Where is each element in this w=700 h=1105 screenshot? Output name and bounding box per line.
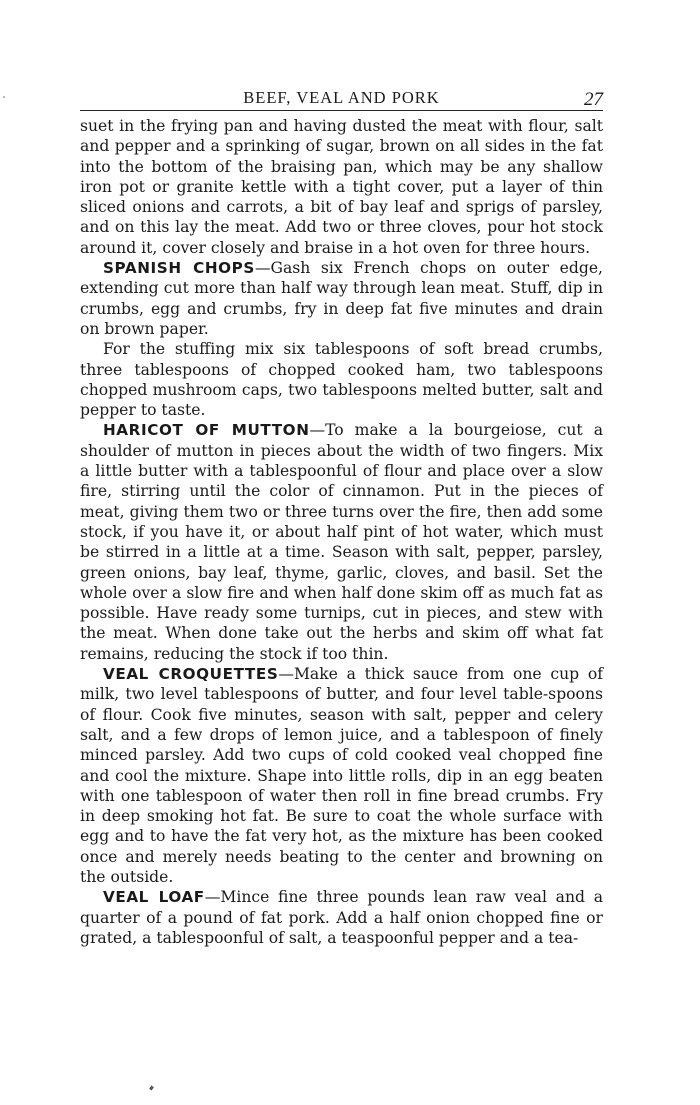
page-number: 27: [584, 89, 603, 110]
margin-mark: [3, 96, 5, 98]
paragraph-haricot-of-mutton: [80, 420, 603, 664]
paragraph-text: —To make a la bourgeiose, cut a shoulder of mutton in pieces about the width of two fingers. Mix a little butter with a tablespoonful of flour and place over a slow fire, stirring until the color of cinnamon. Put in the pieces of meat, giving them two or three turns over the fire, then add some stock, if you have it, or about half pint of hot water, which must be stirred in a little at a time. Season with salt, pepper, parsley, green onions, bay leaf, thyme, garlic, cloves, and basil. Set the whole over a slow fire and when half done skim off as much fat as possible. Have ready some turnips, cut in pieces, and stew with the meat. When done take out the herbs and skim off what fat remains, reducing the stock if too thin.: [80, 421, 603, 663]
print-speck: [149, 1086, 154, 1091]
paragraph-spanish-chops: [80, 258, 603, 339]
paragraph-text: —Mince fine three pounds lean raw veal and a quarter of a pound of fat pork. Add a half onion chopped fine or grated, a tablespoonful of salt, a teaspoonful pepper and a tea-: [80, 888, 604, 947]
book-page: [80, 88, 603, 948]
running-title: BEEF, VEAL AND PORK: [243, 88, 440, 107]
paragraph-veal-loaf: [80, 887, 603, 948]
recipe-title: SPANISH CHOPS: [103, 259, 255, 278]
paragraph-text: —Make a thick sauce from one cup of milk, two level tablespoons of butter, and four level table-spoons of flour. Cook five minutes, season with salt, pepper and celery salt, and a few drops of lemon juice, and a tablespoon of finely minced parsley. Add two cups of cold cooked veal chopped fine and cool the mixture. Shape into little rolls, dip in an egg beaten with one tablespoon of water then roll in fine bread crumbs. Fry in deep smoking hot fat. Be sure to coat the whole surface with egg and to have the fat very hot, as the mixture has been cooked once and merely needs beating to the center and browning on the outside.: [80, 665, 603, 886]
paragraph-text: suet in the frying pan and having dusted the meat with flour, salt and pepper and a sprinking of sugar, brown on all sides in the fat into the bottom of the braising pan, which may be any shallow iron pot or granite kettle with a tight cover, put a layer of thin sliced onions and carrots, a bit of bay leaf and sprigs of parsley, and on this lay the meat. Add two or three cloves, pour hot stock around it, cover closely and braise in a hot oven for three hours.: [80, 117, 603, 257]
paragraph-text: —Gash six French chops on outer edge, extending cut more than half way through lean meat. Stuff, dip in crumbs, egg and crumbs, fry in deep fat five minutes and drain on brown paper.: [80, 259, 603, 338]
paragraph-stuffing: [80, 339, 603, 420]
recipe-title: VEAL CROQUETTES: [103, 665, 279, 684]
paragraph-veal-croquettes: [80, 664, 603, 887]
recipe-title: HARICOT OF MUTTON: [103, 421, 310, 440]
running-head: [80, 88, 603, 111]
paragraph-braise-continued: [80, 116, 603, 258]
paragraph-text: For the stuffing mix six tablespoons of soft bread crumbs, three tablespoons of chopped cooked ham, two tablespoons chopped mushroom caps, two tablespoons melted butter, salt and pepper to taste.: [80, 340, 603, 420]
recipe-title: VEAL LOAF: [103, 888, 205, 907]
body-text: [80, 116, 603, 948]
